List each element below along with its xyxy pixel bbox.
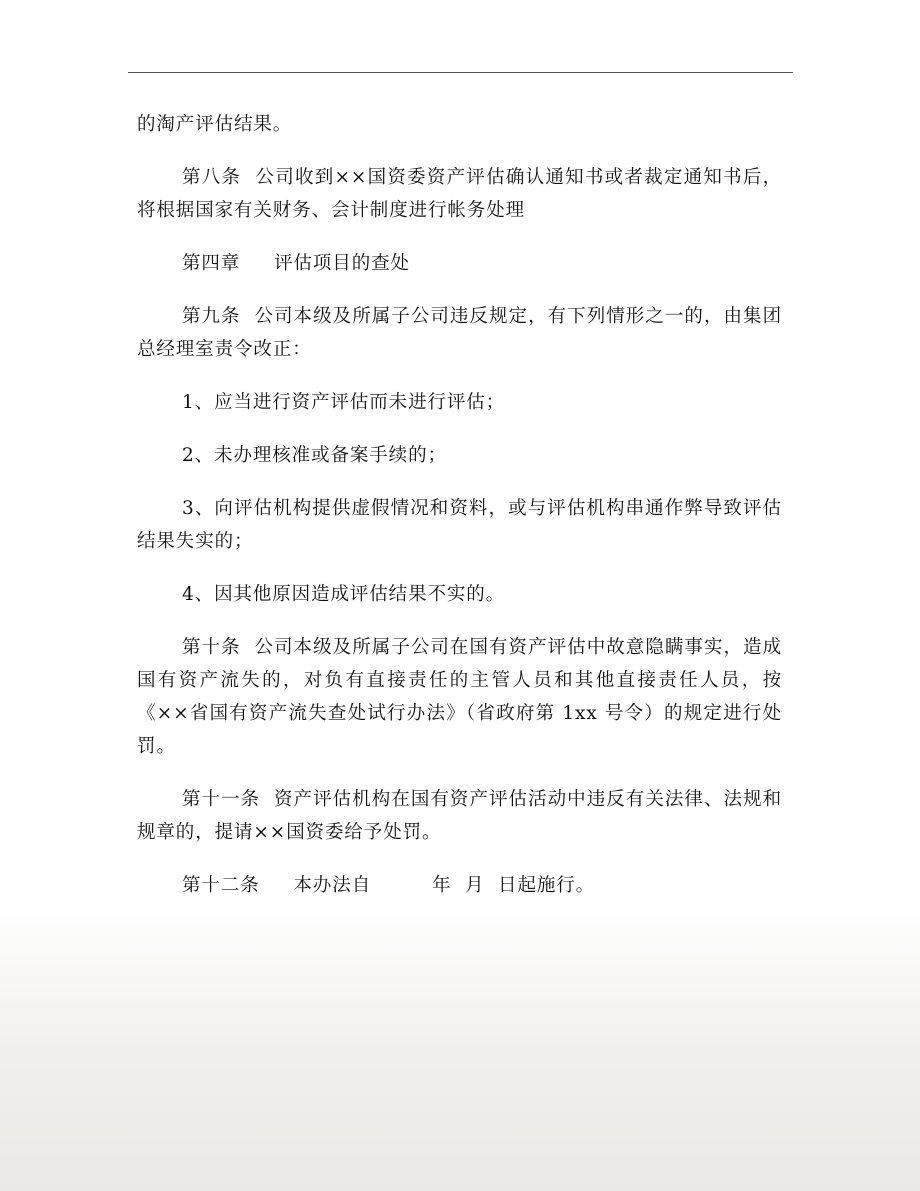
article-12: 第十二条 本办法自 年 月 日起施行。 <box>182 875 596 896</box>
article-10: 第十条 公司本级及所属子公司在国有资产评估中故意隐瞒事实，造成国有资产流失的，对负有直接责任的主管人员和其他直接责任人员，按《××省国有资产流失查处试行办法》（省政府第 1xx 号令）的规定进行处罚。 <box>137 637 782 757</box>
article-8: 第八条 公司收到××国资委资产评估确认通知书或者裁定通知书后，将根据国家有关财务、会计制度进行帐务处理 <box>137 167 782 221</box>
paragraph-continuation: 的淘产评估结果。 <box>137 114 293 135</box>
document-body <box>137 108 782 922</box>
article-9-item-4: 4、因其他原因造成评估结果不实的。 <box>182 584 506 605</box>
header-rule <box>128 72 793 73</box>
article-9-item-2: 2、未办理核准或备案手续的； <box>182 445 447 466</box>
article-9-item-1: 1、应当进行资产评估而未进行评估； <box>182 392 506 413</box>
article-9-item-3: 3、向评估机构提供虚假情况和资料，或与评估机构串通作弊导致评估结果失实的； <box>137 498 782 552</box>
article-9: 第九条 公司本级及所属子公司违反规定，有下列情形之一的，由集团总经理室责令改正： <box>137 306 782 360</box>
chapter-4-heading: 第四章 评估项目的查处 <box>182 253 410 274</box>
article-11: 第十一条 资产评估机构在国有资产评估活动中违反有关法律、法规和规章的，提请××国资委给予处罚。 <box>137 789 782 843</box>
